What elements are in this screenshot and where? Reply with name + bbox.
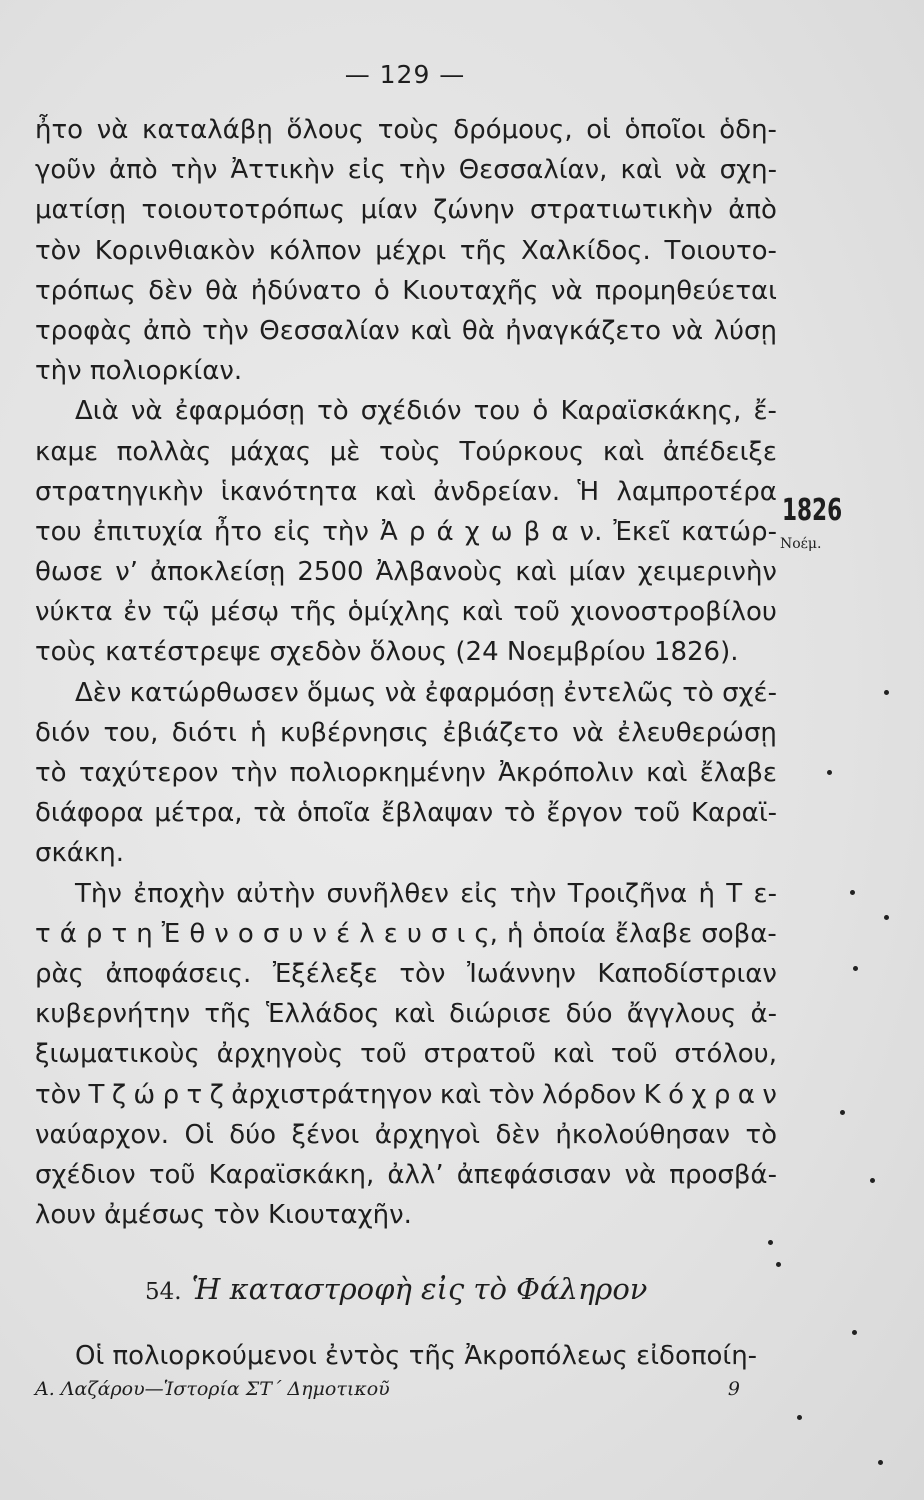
text-line: σχέδιον τοῦ Καραϊσκάκη, ἀλλ’ ἀπεφάσισαν νὰ προσβά- xyxy=(35,1159,777,1190)
print-speck xyxy=(827,770,832,775)
footer-citation: Α. Λαζάρου—Ἱστορία ΣΤ΄ Δημοτικοῦ xyxy=(35,1378,390,1400)
text-line: Διὰ νὰ ἐφαρμόσῃ τὸ σχέδιόν του ὁ Καραϊσκάκης, ἔ- xyxy=(75,396,777,427)
text-line: τροφὰς ἀπὸ τὴν Θεσσαλίαν καὶ θὰ ἠναγκάζετο νὰ λύσῃ xyxy=(35,315,777,346)
text-line: τὸ ταχύτερον τὴν πολιορκημένην Ἀκρόπολιν καὶ ἔλαβε xyxy=(35,758,777,788)
print-speck xyxy=(878,1460,883,1465)
text-line: λουν ἀμέσως τὸν Κιουταχῆν. xyxy=(35,1200,412,1231)
print-speck xyxy=(797,1415,802,1420)
text-line: θωσε ν’ ἀποκλείσῃ 2500 Ἀλβανοὺς καὶ μίαν χειμερινὴν xyxy=(35,557,777,588)
text-line: γοῦν ἀπὸ τὴν Ἀττικὴν εἰς τὴν Θεσσαλίαν, καὶ νὰ σχη- xyxy=(35,155,777,186)
text-line: κυβερνήτην τῆς Ἑλλάδος καὶ διώρισε δύο ἄγγλους ἀ- xyxy=(35,999,777,1030)
text-line: Δὲν κατώρθωσεν ὅμως νὰ ἐφαρμόσῃ ἐντελῶς τὸ σχέ- xyxy=(75,677,777,708)
text-line: ξιωματικοὺς ἀρχηγοὺς τοῦ στρατοῦ καὶ τοῦ στόλου, xyxy=(35,1039,777,1070)
section-heading xyxy=(145,1272,647,1306)
text-line: ματίσῃ τοιουτοτρόπως μίαν ζώνην στρατιωτικὴν ἀπὸ xyxy=(35,195,777,226)
text-line: ναύαρχον. Οἱ δύο ξένοι ἀρχηγοὶ δὲν ἠκολούθησαν τὸ xyxy=(35,1119,777,1150)
print-speck xyxy=(840,1110,845,1115)
margin-note-year: 1826 xyxy=(782,493,843,528)
text-line: τ ά ρ τ η Ἐ θ ν ο σ υ ν έ λ ε υ σ ι ς, ἡ ὁποία ἔλαβε σοβα- xyxy=(35,918,777,949)
text-line: διάφορα μέτρα, τὰ ὁποῖα ἔβλαψαν τὸ ἔργον τοῦ Καραϊ- xyxy=(35,798,777,829)
page-number: — 129 — xyxy=(344,60,466,89)
print-speck xyxy=(884,690,889,695)
text-line: τοὺς κατέστρεψε σχεδὸν ὅλους (24 Νοεμβρίου 1826). xyxy=(35,637,739,668)
page-footer xyxy=(35,1378,740,1400)
print-speck xyxy=(850,890,855,895)
text-line: στρατηγικὴν ἱκανότητα καὶ ἀνδρείαν. Ἡ λαμπροτέρα xyxy=(35,476,777,507)
text-line: σκάκη. xyxy=(35,838,125,869)
text-line: Τὴν ἐποχὴν αὐτὴν συνῆλθεν εἰς τὴν Τροιζῆνα ἡ Τ ε- xyxy=(75,878,777,909)
section-number: 54. xyxy=(145,1279,182,1305)
text-line: τρόπως δὲν θὰ ἠδύνατο ὁ Κιουταχῆς νὰ προμηθεύεται xyxy=(35,275,777,306)
print-speck xyxy=(884,915,889,920)
signature-mark: 9 xyxy=(727,1378,740,1400)
section-first-line: Οἱ πολιορκούμενοι ἐντὸς τῆς Ἀκροπόλεως εἰδοποίη- xyxy=(75,1341,758,1371)
text-line: τὸν Τ ζ ώ ρ τ ζ ἀρχιστράτηγον καὶ τὸν λόρδον Κ ό χ ρ α ν xyxy=(35,1079,777,1110)
text-line: ρὰς ἀποφάσεις. Ἐξέλεξε τὸν Ἰωάννην Καποδίστριαν xyxy=(35,958,777,989)
text-line: τὴν πολιορκίαν. xyxy=(35,356,243,387)
text-line: καμε πολλὰς μάχας μὲ τοὺς Τούρκους καὶ ἀπέδειξε xyxy=(35,436,777,467)
text-line: ἦτο νὰ καταλάβῃ ὅλους τοὺς δρόμους, οἱ ὁποῖοι ὁδη- xyxy=(35,115,777,145)
text-line: τὸν Κορινθιακὸν κόλπον μέχρι τῆς Χαλκίδος. Τοιουτο- xyxy=(35,235,777,266)
section-title: Ἡ καταστροφὴ εἰς τὸ Φάληρον xyxy=(191,1272,648,1306)
print-speck xyxy=(870,1178,875,1183)
text-line: διόν του, διότι ἡ κυβέρνησις ἐβιάζετο νὰ ἐλευθερώσῃ xyxy=(35,717,777,748)
print-speck xyxy=(776,1262,781,1267)
text-line: νύκτα ἐν τῷ μέσῳ τῆς ὁμίχλης καὶ τοῦ χιονοστροβίλου xyxy=(35,597,777,628)
print-speck xyxy=(852,1330,857,1335)
body-text xyxy=(35,110,777,1235)
print-speck xyxy=(853,966,858,971)
print-speck xyxy=(768,1240,773,1245)
text-line: του ἐπιτυχία ἦτο εἰς τὴν Ἀ ρ ά χ ω β α ν. Ἐκεῖ κατώρ- xyxy=(35,516,777,547)
margin-note-month: Νοέμ. xyxy=(780,536,822,552)
